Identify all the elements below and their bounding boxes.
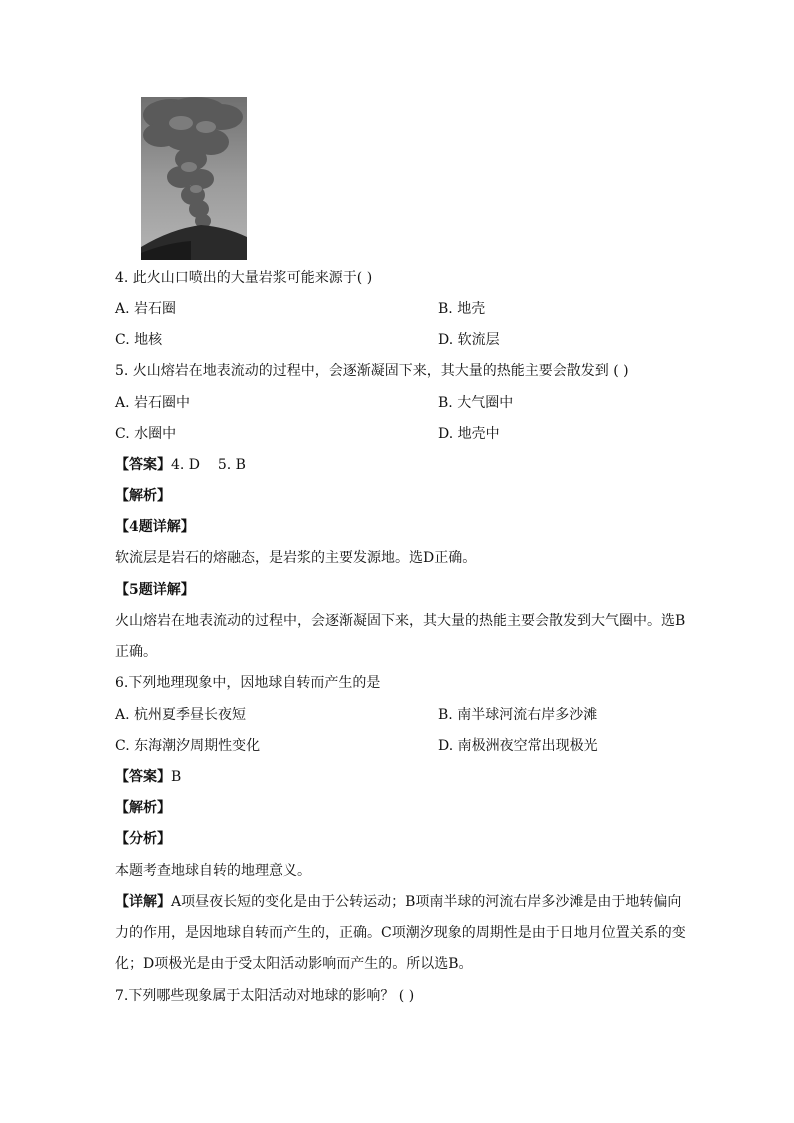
answer-6-text: B: [171, 769, 182, 785]
q6-option-d: D. 南极洲夜空常出现极光: [438, 738, 598, 754]
answer-text: 4. D 5. B: [171, 457, 246, 473]
q4-option-c: C. 地核: [115, 332, 163, 348]
question-6: 6.下列地理现象中，因地球自转而产生的是: [115, 675, 381, 691]
answer-45: [115, 455, 246, 475]
q4-option-d: D. 软流层: [438, 332, 500, 348]
detail-5-label: 【5题详解】: [115, 582, 195, 598]
answer-6-label: 【答案】: [115, 769, 171, 785]
detail-5-text-line2: 正确。: [115, 644, 157, 660]
detail-6-label: 【详解】: [115, 894, 171, 910]
detail-6-line1: [115, 892, 681, 912]
q5-option-d: D. 地壳中: [438, 426, 500, 442]
q5-option-b: B. 大气圈中: [438, 395, 514, 411]
q4-option-b: B. 地壳: [438, 301, 486, 317]
question-5: 5. 火山熔岩在地表流动的过程中，会逐渐凝固下来，其大量的热能主要会散发到 ( ): [115, 363, 629, 379]
analysis-label-6: 【解析】: [115, 800, 171, 816]
detail-5-text-line1: 火山熔岩在地表流动的过程中，会逐渐凝固下来，其大量的热能主要会散发到大气圈中。选B: [115, 613, 686, 629]
answer-label: 【答案】: [115, 457, 171, 473]
volcano-eruption-photo: [141, 97, 247, 260]
fenxi-label-6: 【分析】: [115, 831, 171, 847]
fenxi-text-6: 本题考查地球自转的地理意义。: [115, 863, 311, 879]
volcano-icon: [141, 97, 247, 260]
q6-option-c: C. 东海潮汐周期性变化: [115, 738, 261, 754]
q6-option-b: B. 南半球河流右岸多沙滩: [438, 707, 598, 723]
detail-4-text: 软流层是岩石的熔融态，是岩浆的主要发源地。选D正确。: [115, 550, 477, 566]
question-4: 4. 此火山口喷出的大量岩浆可能来源于( ): [115, 270, 373, 286]
detail-6-line3: 化；D项极光是由于受太阳活动影响而产生的。所以选B。: [115, 956, 473, 972]
analysis-label-45: 【解析】: [115, 488, 171, 504]
q4-option-a: A. 岩石圈: [115, 301, 177, 317]
answer-6: [115, 767, 181, 787]
q5-option-c: C. 水圈中: [115, 426, 177, 442]
detail-6-text-1: A项昼夜长短的变化是由于公转运动；B项南半球的河流右岸多沙滩是由于地转偏向: [171, 894, 682, 910]
detail-6-line2: 力的作用，是因地球自转而产生的，正确。C项潮汐现象的周期性是由于日地月位置关系的变: [115, 925, 686, 941]
question-7: 7.下列哪些现象属于太阳活动对地球的影响？ ( ): [115, 988, 415, 1004]
detail-4-label: 【4题详解】: [115, 519, 195, 535]
q6-option-a: A. 杭州夏季昼长夜短: [115, 707, 247, 723]
q5-option-a: A. 岩石圈中: [115, 395, 191, 411]
